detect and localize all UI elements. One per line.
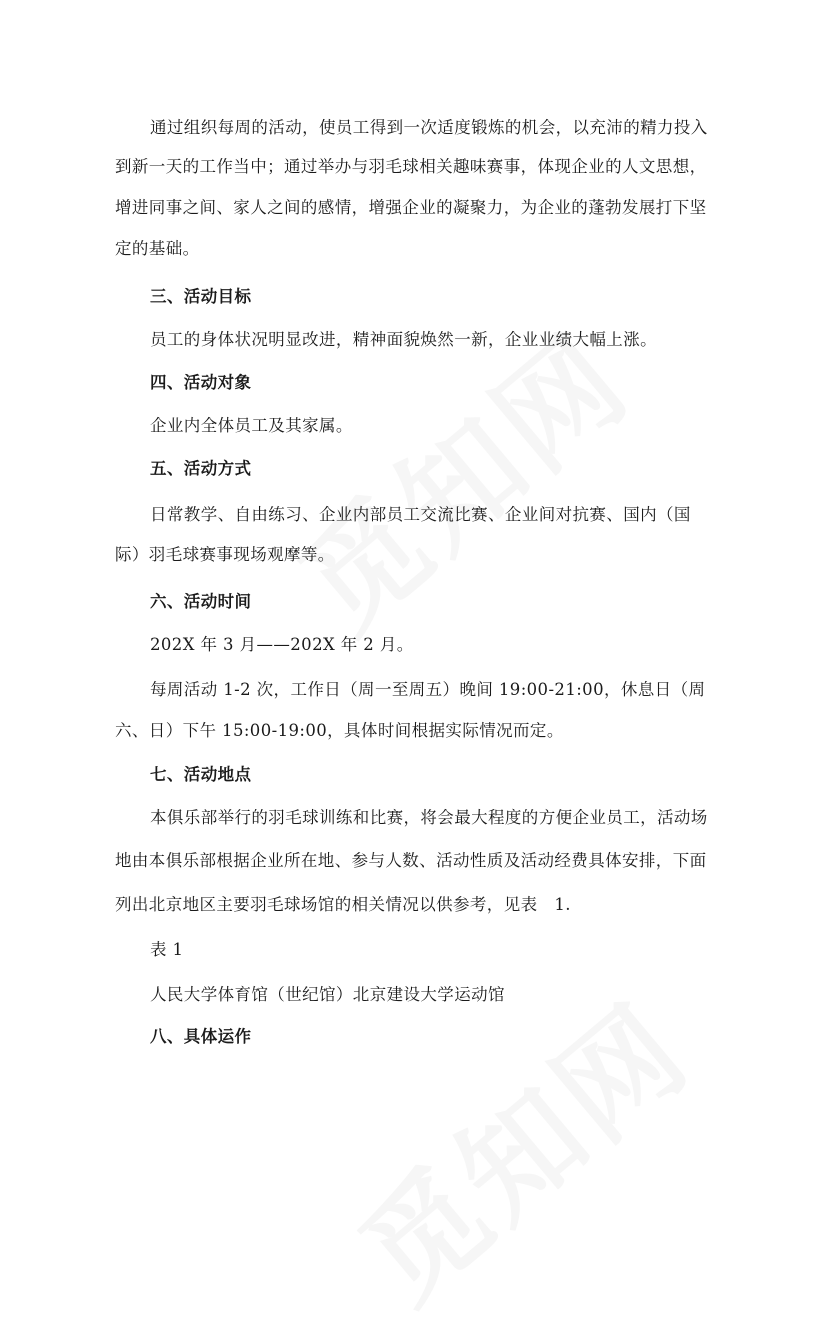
paragraph-line: 通过组织每周的活动，使员工得到一次适度锻炼的机会，以充沛的精力投入 <box>150 118 708 137</box>
paragraph-line: 员工的身体状况明显改进，精神面貌焕然一新，企业业绩大幅上涨。 <box>150 330 657 349</box>
section-heading-goal: 三、活动目标 <box>150 287 252 306</box>
section-heading-operation: 八、具体运作 <box>150 1027 252 1046</box>
section-heading-place: 七、活动地点 <box>150 765 252 784</box>
paragraph-line: 本俱乐部举行的羽毛球训练和比赛，将会最大程度的方便企业员工，活动场 <box>150 808 708 827</box>
section-heading-method: 五、活动方式 <box>150 459 252 478</box>
paragraph-line: 列出北京地区主要羽毛球场馆的相关情况以供参考，见表 1. <box>115 895 571 914</box>
paragraph-line: 地由本俱乐部根据企业所在地、参与人数、活动性质及活动经费具体安排，下面 <box>115 851 707 870</box>
paragraph-line: 每周活动 1-2 次，工作日（周一至周五）晚间 19:00-21:00，休息日（周 <box>150 680 706 699</box>
paragraph-line: 到新一天的工作当中；通过举办与羽毛球相关趣味赛事，体现企业的人文思想， <box>115 157 707 176</box>
section-heading-target: 四、活动对象 <box>150 373 252 392</box>
paragraph-line: 企业内全体员工及其家属。 <box>150 416 353 435</box>
paragraph-line: 际）羽毛球赛事现场观摩等。 <box>115 545 335 564</box>
paragraph-line: 人民大学体育馆（世纪馆）北京建设大学运动馆 <box>150 985 505 1004</box>
paragraph-line: 202X 年 3 月——202X 年 2 月。 <box>150 635 414 654</box>
paragraph-line: 增进同事之间、家人之间的感情，增强企业的凝聚力，为企业的蓬勃发展打下坚 <box>115 198 707 217</box>
paragraph-line: 定的基础。 <box>115 239 200 258</box>
table-label: 表 1 <box>150 940 184 959</box>
paragraph-line: 六、日）下午 15:00-19:00，具体时间根据实际情况而定。 <box>115 721 564 740</box>
section-heading-time: 六、活动时间 <box>150 592 252 611</box>
watermark <box>319 959 719 1333</box>
paragraph-line: 日常教学、自由练习、企业内部员工交流比赛、企业间对抗赛、国内（国 <box>150 505 691 524</box>
